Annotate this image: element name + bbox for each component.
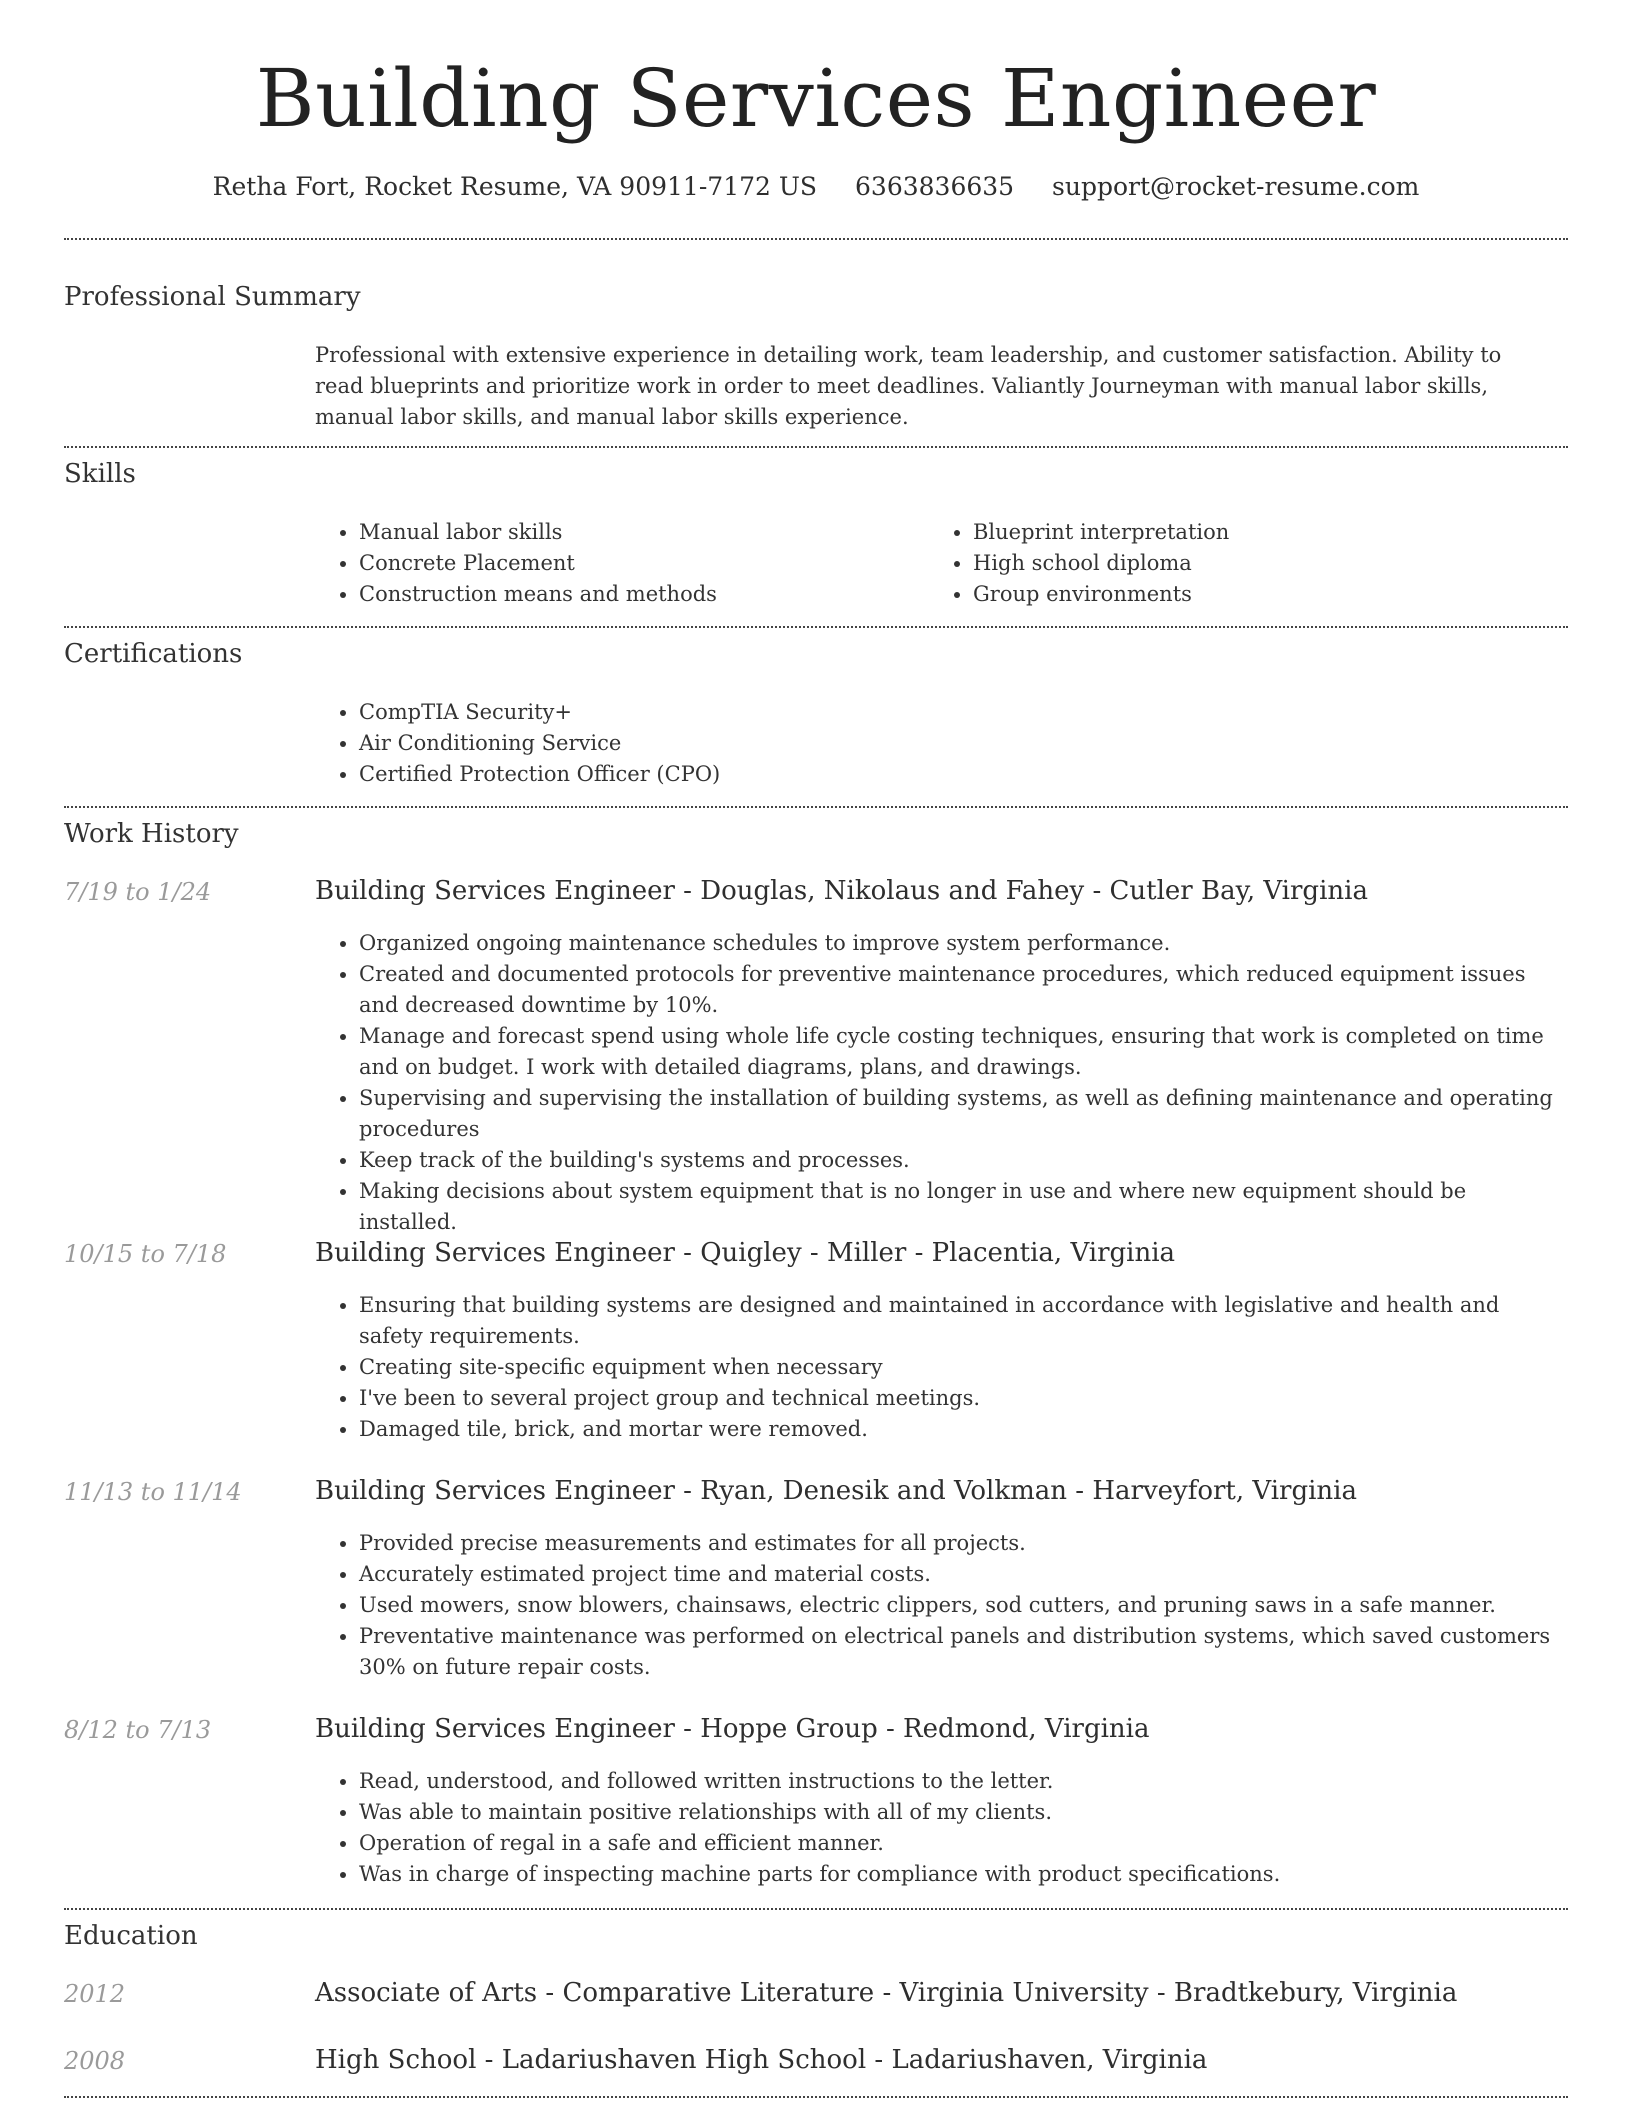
list-item: • Was able to maintain positive relationships with all of my clients.: [359, 1797, 1555, 1828]
job-bullets: [315, 1290, 1555, 1445]
list-item: • Creating site-specific equipment when necessary: [359, 1352, 1555, 1383]
list-item: • I've been to several project group and technical meetings.: [359, 1383, 1555, 1414]
job-title: Building Services Engineer - Ryan, Denesik and Volkman - Harveyfort, Virginia: [315, 1476, 1357, 1506]
list-item: • Certified Protection Officer (CPO): [359, 759, 1555, 790]
list-item: • Group environments: [973, 579, 1573, 610]
contact-address: Retha Fort, Rocket Resume, VA 90911-7172 US: [212, 172, 818, 201]
list-item: • Manage and forecast spend using whole life cycle costing techniques, ensuring that work is completed on time and on budget. I work with detailed diagrams, plans, and drawings.: [359, 1021, 1555, 1083]
list-item: • Air Conditioning Service: [359, 728, 1555, 759]
list-item: • Read, understood, and followed written instructions to the letter.: [359, 1766, 1555, 1797]
job-title: Building Services Engineer - Quigley - Miller - Placentia, Virginia: [315, 1238, 1176, 1268]
section-divider: [64, 238, 1568, 240]
list-item: • Created and documented protocols for preventive maintenance procedures, which reduced equipment issues and decreased downtime by 10%.: [359, 959, 1555, 1021]
section-divider: [64, 1908, 1568, 1910]
skills-heading: Skills: [64, 459, 136, 489]
job-title: Building Services Engineer - Hoppe Group - Redmond, Virginia: [315, 1714, 1150, 1744]
skills-list-left: [315, 517, 919, 610]
list-item: • Was in charge of inspecting machine parts for compliance with product specifications.: [359, 1859, 1555, 1890]
list-item: • Concrete Placement: [359, 548, 919, 579]
work-history-heading: Work History: [64, 819, 239, 849]
section-divider: [64, 2096, 1568, 2098]
education-year: 2008: [64, 2047, 126, 2075]
education-detail: High School - Ladariushaven High School - Ladariushaven, Virginia: [315, 2045, 1208, 2075]
resume-title: Building Services Engineer: [255, 52, 1377, 145]
section-divider: [64, 626, 1568, 628]
job-dates: 8/12 to 7/13: [64, 1716, 212, 1744]
section-divider: [64, 806, 1568, 808]
contact-email: support@rocket-resume.com: [1052, 172, 1420, 201]
summary-text: Professional with extensive experience in detailing work, team leadership, and customer satisfaction. Ability to read blueprints and prioritize work in order to meet deadlines. Valiantly Journeyman with manual labor skills, manual labor skills, and manual labor skills experience.: [315, 343, 1502, 429]
list-item: • Keep track of the building's systems and processes.: [359, 1145, 1555, 1176]
list-item: • Blueprint interpretation: [973, 517, 1573, 548]
list-item: • Operation of regal in a safe and efficient manner.: [359, 1828, 1555, 1859]
list-item: • Making decisions about system equipment that is no longer in use and where new equipment should be installed.: [359, 1176, 1555, 1238]
list-item: • Accurately estimated project time and material costs.: [359, 1559, 1555, 1590]
list-item: • Supervising and supervising the installation of building systems, as well as defining maintenance and operating procedures: [359, 1083, 1555, 1145]
education-year: 2012: [64, 1980, 126, 2008]
list-item: • Manual labor skills: [359, 517, 919, 548]
certifications-heading: Certifications: [64, 639, 243, 669]
list-item: • High school diploma: [973, 548, 1573, 579]
job-dates: 11/13 to 11/14: [64, 1478, 242, 1506]
summary-heading: Professional Summary: [64, 282, 361, 312]
education-heading: Education: [64, 1921, 198, 1951]
contact-line: [0, 172, 1632, 201]
list-item: • Provided precise measurements and estimates for all projects.: [359, 1528, 1555, 1559]
job-dates: 7/19 to 1/24: [64, 878, 212, 906]
list-item: • Construction means and methods: [359, 579, 919, 610]
contact-phone: 6363836635: [855, 172, 1015, 201]
skills-list-right: [929, 517, 1573, 610]
section-divider: [64, 446, 1568, 448]
list-item: • Used mowers, snow blowers, chainsaws, electric clippers, sod cutters, and pruning saws in a safe manner.: [359, 1590, 1555, 1621]
list-item: • CompTIA Security+: [359, 697, 1555, 728]
list-item: • Ensuring that building systems are designed and maintained in accordance with legislative and health and safety requirements.: [359, 1290, 1555, 1352]
job-bullets: [315, 1766, 1555, 1890]
certifications-list: [315, 697, 1555, 790]
list-item: • Organized ongoing maintenance schedules to improve system performance.: [359, 928, 1555, 959]
list-item: • Damaged tile, brick, and mortar were removed.: [359, 1414, 1555, 1445]
education-detail: Associate of Arts - Comparative Literature - Virginia University - Bradtkebury, Virginia: [315, 1978, 1458, 2008]
list-item: • Preventative maintenance was performed on electrical panels and distribution systems, which saved customers 30% on future repair costs.: [359, 1621, 1555, 1683]
job-title: Building Services Engineer - Douglas, Nikolaus and Fahey - Cutler Bay, Virginia: [315, 876, 1368, 906]
job-dates: 10/15 to 7/18: [64, 1240, 227, 1268]
job-bullets: [315, 928, 1555, 1238]
job-bullets: [315, 1528, 1555, 1683]
